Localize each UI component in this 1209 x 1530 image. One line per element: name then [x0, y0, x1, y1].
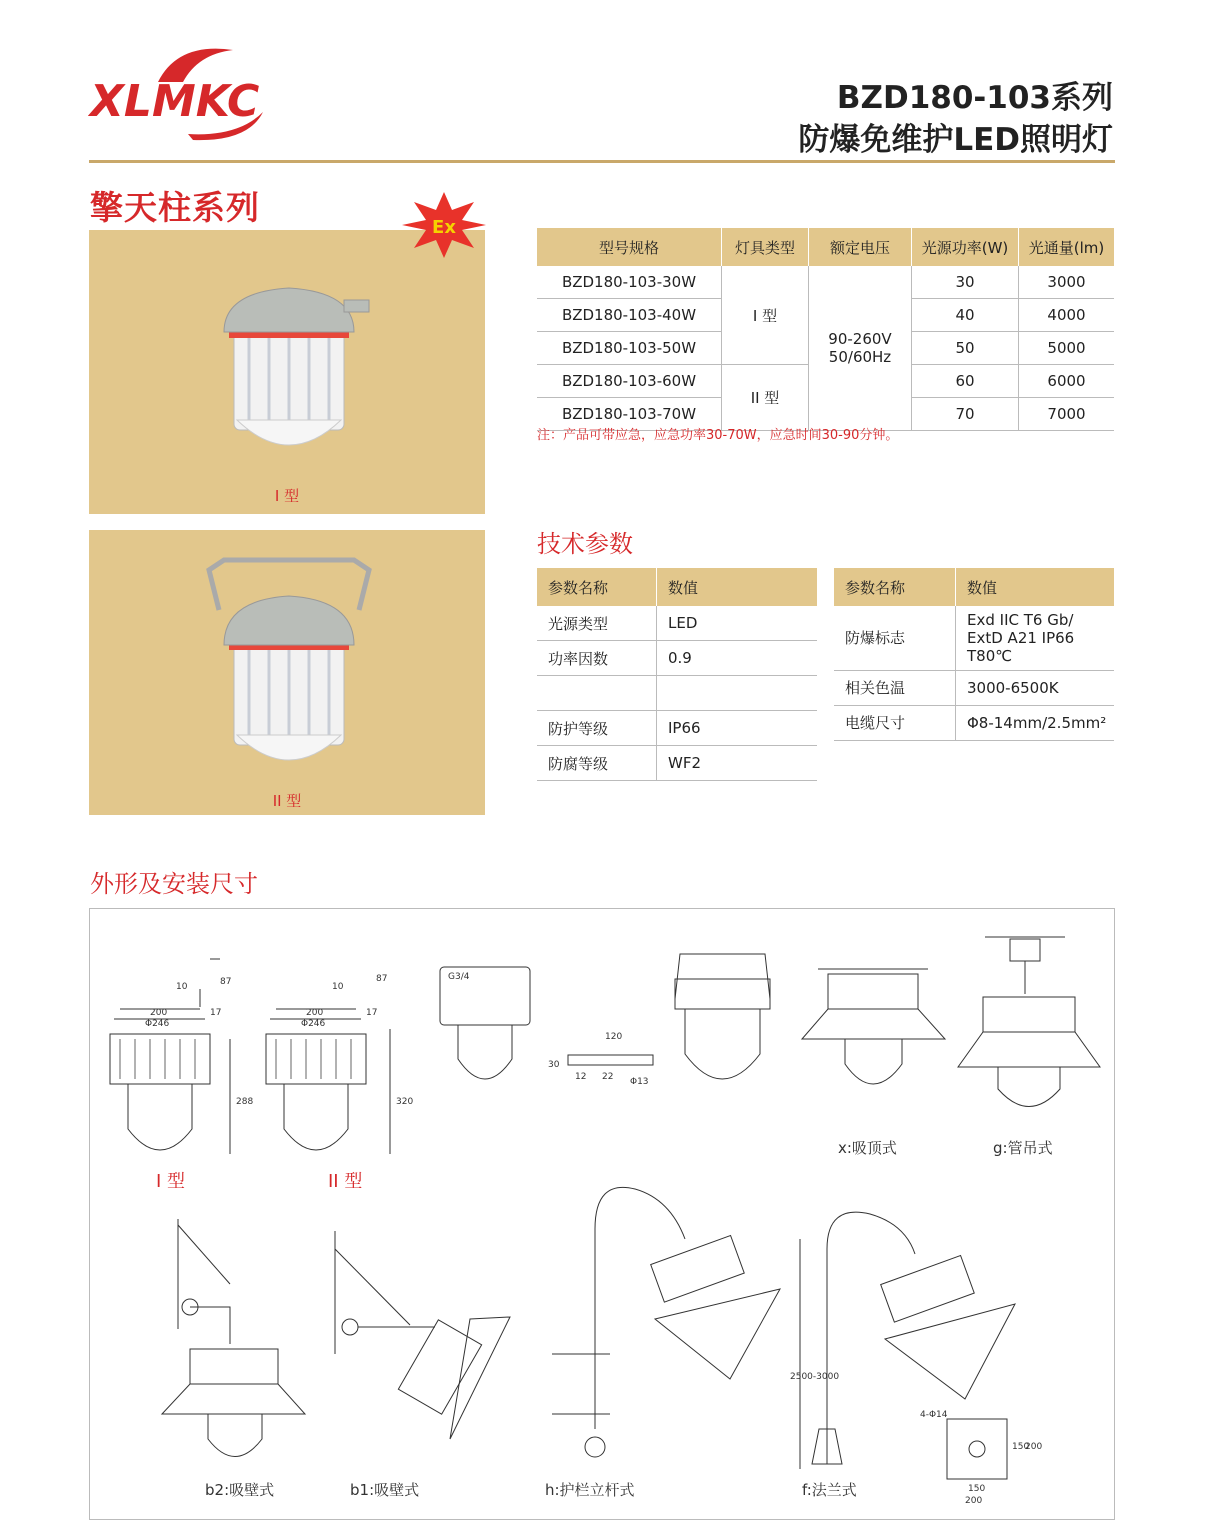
spec-type: I 型	[722, 266, 809, 365]
svg-text:10: 10	[332, 982, 344, 992]
dims-drawing-frame	[89, 908, 1115, 1520]
drawing-rail-pole	[552, 1187, 780, 1457]
drawing-ceiling-mount	[802, 969, 945, 1084]
table-row	[537, 641, 817, 676]
ex-value-line1: Exd IIC T6 Gb/	[967, 610, 1074, 629]
page-title-line2: 防爆免维护LED照明灯	[798, 122, 1113, 158]
spec-flux: 6000	[1019, 365, 1115, 398]
product-panel-type2	[89, 530, 485, 815]
tech-key: 功率因数	[537, 641, 657, 676]
spec-header: 灯具类型	[722, 228, 809, 266]
svg-text:200: 200	[306, 1008, 324, 1018]
tech-value: Φ8-14mm/2.5mm²	[956, 705, 1115, 740]
svg-text:30: 30	[548, 1060, 560, 1070]
drawing-bracket	[440, 967, 653, 1087]
lamp-type2-image	[89, 530, 485, 815]
table-row	[834, 705, 1114, 740]
spec-power: 60	[912, 365, 1019, 398]
svg-text:288: 288	[236, 1097, 254, 1107]
tech-key: 防腐等级	[537, 746, 657, 781]
svg-text:150: 150	[1012, 1442, 1030, 1452]
ex-mark-icon	[402, 192, 486, 258]
svg-text:12: 12	[575, 1072, 587, 1082]
spec-voltage-line1: 90-260V	[828, 330, 892, 348]
tech-header: 参数名称	[834, 568, 956, 606]
spec-power: 50	[912, 332, 1019, 365]
table-row	[537, 606, 817, 641]
table-row	[834, 670, 1114, 705]
svg-text:87: 87	[376, 974, 388, 984]
tech-key: 防爆标志	[834, 606, 956, 670]
tech-title: 技术参数	[537, 530, 633, 558]
tech-key: 相关色温	[834, 670, 956, 705]
tech-header: 数值	[956, 568, 1115, 606]
spec-flux: 4000	[1019, 299, 1115, 332]
tech-key: 电缆尺寸	[834, 705, 956, 740]
tech-header: 参数名称	[537, 568, 657, 606]
spec-model: BZD180-103-70W	[537, 398, 722, 431]
svg-text:22: 22	[602, 1072, 614, 1082]
dims-title: 外形及安装尺寸	[90, 870, 258, 898]
installation-drawings	[90, 909, 1114, 1519]
svg-text:4-Φ14: 4-Φ14	[920, 1410, 948, 1420]
dims-label-g: g:管吊式	[993, 1139, 1053, 1157]
spec-note: 注：产品可带应急，应急功率30-70W，应急时间30-90分钟。	[537, 428, 899, 443]
table-row	[537, 711, 817, 746]
svg-text:17: 17	[210, 1008, 222, 1018]
tech-header: 数值	[657, 568, 818, 606]
spec-table	[537, 228, 1114, 431]
svg-text:150: 150	[968, 1484, 986, 1494]
spec-voltage-line2: 50/60Hz	[828, 348, 892, 366]
drawing-wall-b2	[162, 1219, 305, 1457]
table-row	[537, 746, 817, 781]
svg-text:Φ246: Φ246	[145, 1019, 170, 1029]
tech-key	[537, 676, 657, 711]
dims-label-type2: II 型	[328, 1171, 363, 1192]
svg-text:G3/4: G3/4	[448, 972, 470, 982]
spec-power: 30	[912, 266, 1019, 299]
spec-model: BZD180-103-60W	[537, 365, 722, 398]
dims-label-h: h:护栏立杆式	[545, 1481, 635, 1499]
svg-text:17: 17	[366, 1008, 378, 1018]
tech-value	[956, 606, 1115, 670]
tech-table-left	[537, 568, 817, 781]
tech-value: 3000-6500K	[956, 670, 1115, 705]
table-row	[834, 606, 1114, 670]
lamp-type1-image	[89, 230, 485, 514]
ex-value-line2: ExtD A21 IP66 T80℃	[967, 628, 1075, 665]
dims-label-b1: b1:吸壁式	[350, 1481, 420, 1499]
drawing-cage-lamp	[675, 954, 770, 1079]
svg-text:Φ13: Φ13	[630, 1077, 649, 1087]
svg-text:10: 10	[176, 982, 188, 992]
svg-text:Φ246: Φ246	[301, 1019, 326, 1029]
spec-header: 额定电压	[809, 228, 912, 266]
spec-voltage	[809, 266, 912, 431]
spec-type: II 型	[722, 365, 809, 431]
tech-key: 光源类型	[537, 606, 657, 641]
tech-table-right	[834, 568, 1114, 741]
product-caption-type2: II 型	[272, 792, 302, 810]
spec-power: 70	[912, 398, 1019, 431]
series-title: 擎天柱系列	[90, 188, 260, 227]
drawing-pipe-pendant	[958, 937, 1100, 1107]
svg-text:320: 320	[396, 1097, 414, 1107]
spec-flux: 3000	[1019, 266, 1115, 299]
ex-mark-text: Ex	[432, 217, 456, 238]
spec-header: 光源功率(W)	[912, 228, 1019, 266]
drawing-type1	[110, 959, 253, 1154]
brand-text: XLMKC	[90, 76, 260, 127]
tech-value: WF2	[657, 746, 818, 781]
spec-model: BZD180-103-30W	[537, 266, 722, 299]
spec-model: BZD180-103-50W	[537, 332, 722, 365]
svg-text:2500-3000: 2500-3000	[790, 1372, 840, 1382]
brand-logo	[88, 42, 318, 142]
table-row	[537, 266, 1114, 299]
svg-text:87: 87	[220, 977, 232, 987]
spec-header: 型号规格	[537, 228, 722, 266]
drawing-type2	[266, 974, 413, 1154]
tech-value	[657, 676, 818, 711]
spec-flux: 5000	[1019, 332, 1115, 365]
table-row	[537, 676, 817, 711]
svg-text:200: 200	[150, 1008, 168, 1018]
dims-label-b2: b2:吸壁式	[205, 1481, 275, 1499]
tech-key: 防护等级	[537, 711, 657, 746]
dims-label-f: f:法兰式	[802, 1481, 857, 1499]
drawing-flange-pole	[790, 1212, 1042, 1506]
tech-value: 0.9	[657, 641, 818, 676]
header-divider	[89, 160, 1115, 163]
product-caption-type1: I 型	[274, 487, 300, 505]
spec-model: BZD180-103-40W	[537, 299, 722, 332]
svg-text:200: 200	[965, 1496, 983, 1506]
spec-flux: 7000	[1019, 398, 1115, 431]
tech-value: IP66	[657, 711, 818, 746]
dims-label-x: x:吸顶式	[838, 1139, 897, 1157]
svg-text:200: 200	[1025, 1442, 1043, 1452]
dims-label-type1: I 型	[156, 1171, 186, 1192]
product-panel-type1	[89, 230, 485, 514]
spec-header: 光通量(lm)	[1019, 228, 1115, 266]
page-title-line1: BZD180-103系列	[836, 80, 1113, 116]
svg-text:120: 120	[605, 1032, 623, 1042]
spec-power: 40	[912, 299, 1019, 332]
drawing-wall-b1	[335, 1231, 510, 1439]
tech-value: LED	[657, 606, 818, 641]
